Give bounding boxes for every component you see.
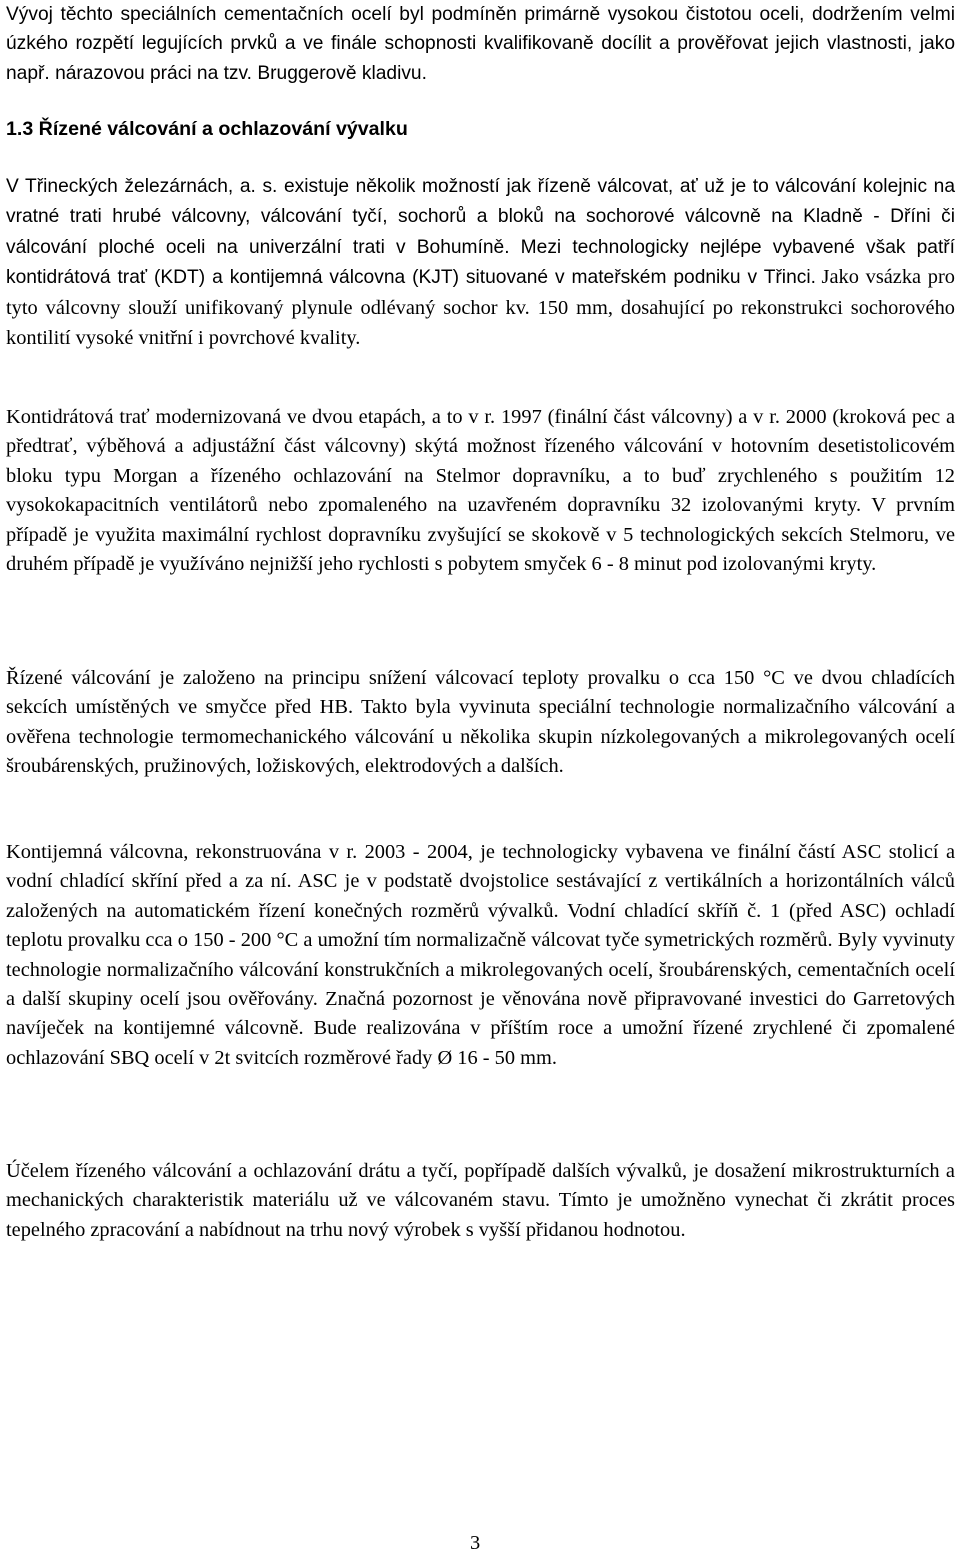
page-number: 3 [470,1532,481,1554]
paragraph-trinec-serif-part: Jako vsázka pro tyto válcovny slouží unifikovaný plynule odlévaný sochor kv. 150 mm, dosahující po rekonstrukci sochorového kontilití vysoké vnitřní i povrchové kvality. [6,266,955,350]
paragraph-trinec-sans-part: V Třineckých železárnách, a. s. existuje několik možností jak řízeně válcovat, ať už je to válcování kolejnic na vratné trati hrubé válcovny, válcování tyčí, sochorů a bloků na sochorové válcovně na Kladně - Dříni či válcování ploché oceli na univerzální trati v Bohumíně. Mezi technologicky nejlépe vybavené však patří kontidrátová trať (KDT) a kontijemná válcovna (KJT) situované v mateřském podniku v Třinci. [6,176,955,289]
paragraph-trinec [6,172,955,354]
paragraph-ucel: Účelem řízeného válcování a ochlazování drátu a tyčí, popřípadě dalších vývalků, je dosažení mikrostrukturních a mechanických charakteristik materiálu už ve válcovaném stavu. Tímto je umožněno vynechat či zkrátit proces tepelného zpracování a nabídnout na trhu nový výrobek s vyšší přidanou hodnotou. [6,1160,955,1241]
intro-paragraph: Vývoj těchto speciálních cementačních ocelí byl podmíněn primárně vysokou čistotou oceli, dodržením velmi úzkého rozpětí legujících prvků a ve finále schopnosti kvalifikovaně docílit a prověřovat jejich vlastnosti, jako např. nárazovou práci na tzv. Bruggerově kladivu. [6,4,955,84]
paragraph-rizene-valcovani: Řízené válcování je založeno na principu snížení válcovací teploty provalku o cca 150 °C ve dvou chladících sekcích umístěných ve smyčce před HB. Takto byla vyvinuta speciální technologie normalizačního válcování a ověřena technologie termomechanického válcování u několika skupin nízkolegovaných a mikrolegovaných ocelí šroubárenských, pružinových, ložiskových, elektrodových a dalších. [6,667,955,778]
paragraph-kjt: Kontijemná válcovna, rekonstruována v r. 2003 - 2004, je technologicky vybavena ve finální částí ASC stolicí a vodní chladící skříní před a za ní. ASC je v podstatě dvojstolice sestávající z vertikálních a horizontálních válců založených na automatickém řízení konečných rozměrů vývalků. Vodní chladící skříň č. 1 (před ASC) ochladí teplotu provalku cca o 150 - 200 °C a umožní tím normalizačně válcovat tyče symetrických rozměrů. Byly vyvinuty technologie normalizačního válcování konstrukčních a mikrolegovaných ocelí, šroubárenských, cementačních ocelí a další skupiny ocelí jsou ověřovány. Značná pozornost je věnována nově připravované investici do Garretových navíječek na kontijemné válcovně. Bude realizována v příštím roce a umožní řízené zrychlené či zpomalené ochlazování SBQ ocelí v 2t svitcích rozměrové řady Ø 16 - 50 mm. [6,841,955,1069]
paragraph-kdt: Kontidrátová trať modernizovaná ve dvou etapách, a to v r. 1997 (finální část válcovny) a v r. 2000 (kroková pec a předtrať, výběhová a adjustážní část válcovny) skýtá možnost řízeného válcování v hotovním desetistolicovém bloku typu Morgan a řízeného ochlazování na Stelmor dopravníku, a to buď zrychleného s použitím 12 vysokokapacitních ventilátorů nebo zpomaleného na uzavřeném dopravníku 32 izolovanými kryty. V prvním případě je využita maximální rychlost dopravníku zvyšující se skokově v 5 technologických sekcích Stelmoru, ve druhém případě je využíváno nejnižší jeho rychlosti s pobytem smyček 6 - 8 minut pod izolovanými kryty. [6,406,955,576]
section-heading: 1.3 Řízené válcování a ochlazování vývalku [6,118,408,140]
